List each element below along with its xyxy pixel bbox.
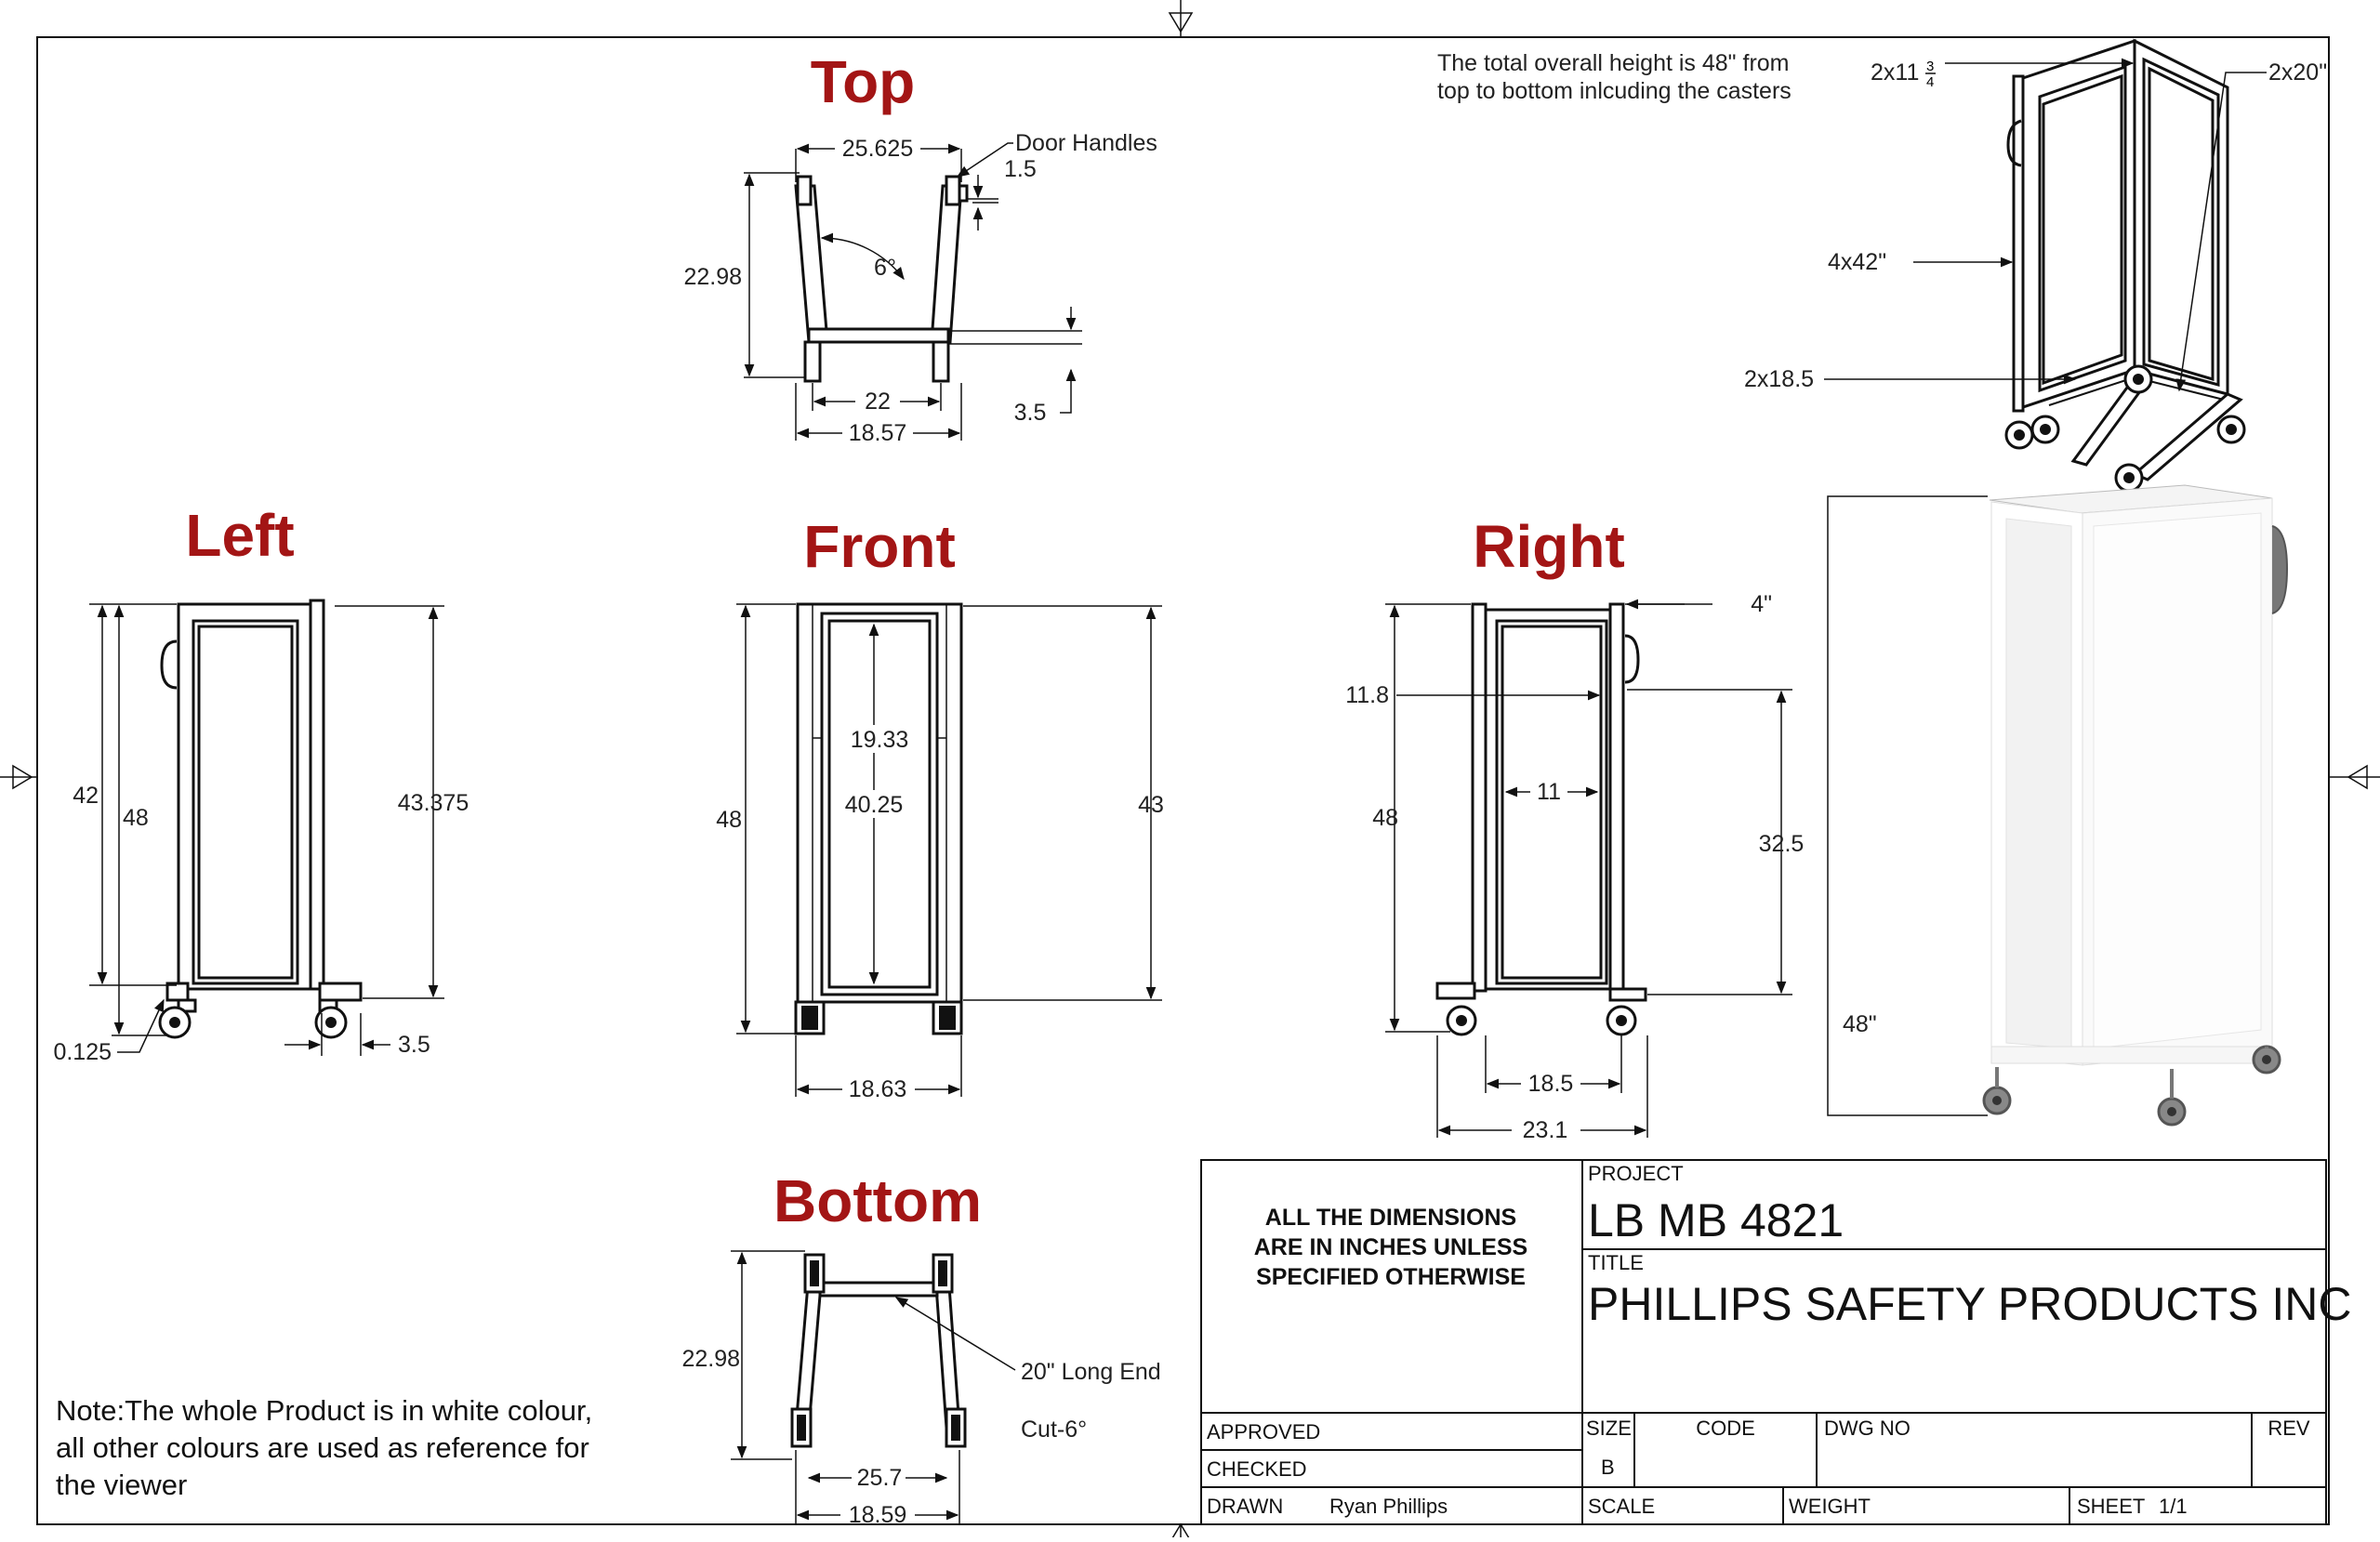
top-view bbox=[683, 130, 1157, 446]
drawn-label: DRAWN bbox=[1207, 1495, 1284, 1518]
rev-label: REV bbox=[2268, 1417, 2310, 1440]
note-height-line1: The total overall height is 48" from bbox=[1437, 50, 1790, 76]
dim-left-35: 3.5 bbox=[398, 1032, 430, 1058]
right-view bbox=[1345, 591, 1804, 1143]
project-value: LB MB 4821 bbox=[1588, 1194, 1844, 1246]
code-label: CODE bbox=[1696, 1417, 1755, 1440]
rendered-product-view bbox=[1828, 485, 2287, 1125]
size-label: SIZE bbox=[1586, 1417, 1632, 1440]
left-view bbox=[53, 600, 469, 1065]
front-view bbox=[716, 604, 1164, 1102]
callout-iso-2x18: 2x18.5 bbox=[1744, 366, 1815, 392]
general-note-line2: ARE IN INCHES UNLESS bbox=[1253, 1234, 1528, 1260]
view-title-right: Right bbox=[1473, 513, 1625, 580]
dim-right-185: 18.5 bbox=[1527, 1071, 1574, 1097]
dim-right-48: 48 bbox=[1372, 805, 1398, 831]
weight-label: WEIGHT bbox=[1789, 1495, 1871, 1518]
view-title-top: Top bbox=[810, 48, 916, 115]
dim-bottom-1859: 18.59 bbox=[848, 1502, 907, 1528]
scale-label: SCALE bbox=[1588, 1495, 1656, 1518]
view-title-bottom: Bottom bbox=[774, 1167, 982, 1234]
dim-bottom-257: 25.7 bbox=[856, 1465, 903, 1491]
drawn-value: Ryan Phillips bbox=[1329, 1495, 1448, 1518]
project-label: PROJECT bbox=[1588, 1162, 1684, 1185]
callout-iso-4x42: 4x42" bbox=[1828, 249, 1887, 275]
dim-front-1863: 18.63 bbox=[848, 1076, 907, 1102]
dim-front-4025: 40.25 bbox=[844, 792, 904, 818]
general-note-line1: ALL THE DIMENSIONS bbox=[1264, 1205, 1517, 1231]
dim-front-48: 48 bbox=[716, 807, 742, 833]
dim-left-42: 42 bbox=[73, 783, 99, 809]
dim-left-0125: 0.125 bbox=[53, 1039, 112, 1065]
dim-top-6deg: 6° bbox=[874, 255, 896, 281]
callout-cut: Cut-6° bbox=[1021, 1417, 1088, 1443]
front-casters bbox=[796, 1002, 961, 1034]
approved-label: APPROVED bbox=[1207, 1420, 1321, 1443]
callout-iso-2x11: 2x11 bbox=[1871, 59, 1920, 86]
sheet-value: 1/1 bbox=[2159, 1495, 2188, 1518]
note-color-line3: the viewer bbox=[56, 1469, 188, 1501]
dim-right-231: 23.1 bbox=[1522, 1117, 1568, 1143]
dim-top-22: 22 bbox=[865, 389, 891, 415]
dim-right-325: 32.5 bbox=[1758, 831, 1805, 857]
callout-iso-2x11-fraction-num: 3 bbox=[1926, 59, 1935, 74]
dim-right-118: 11.8 bbox=[1345, 682, 1389, 708]
view-title-front: Front bbox=[803, 513, 956, 580]
title-label: TITLE bbox=[1588, 1251, 1644, 1274]
dim-right-4: 4" bbox=[1751, 591, 1772, 617]
isometric-view bbox=[1437, 41, 2327, 491]
dim-top-2298: 22.98 bbox=[683, 264, 742, 290]
render-height-48: 48" bbox=[1843, 1011, 1877, 1037]
title-block bbox=[1201, 1160, 2351, 1524]
dim-top-1857: 18.57 bbox=[848, 420, 907, 446]
general-note-line3: SPECIFIED OTHERWISE bbox=[1256, 1264, 1526, 1290]
dim-top-35: 3.5 bbox=[1013, 400, 1047, 426]
callout-door-handles: Door Handles bbox=[1015, 130, 1157, 156]
dim-top-15: 1.5 bbox=[1004, 156, 1037, 182]
dim-right-11: 11 bbox=[1537, 779, 1561, 805]
title-value: PHILLIPS SAFETY PRODUCTS INC bbox=[1588, 1278, 2352, 1330]
note-color-line2: all other colours are used as reference for bbox=[56, 1431, 589, 1464]
note-color-line1: Note:The whole Product is in white colour, bbox=[56, 1394, 593, 1427]
dim-bottom-2298: 22.98 bbox=[681, 1346, 740, 1372]
dim-front-43: 43 bbox=[1138, 792, 1164, 818]
dwg-no-label: DWG NO bbox=[1824, 1417, 1911, 1440]
callout-iso-2x20: 2x20" bbox=[2268, 59, 2328, 86]
note-height-line2: top to bottom inlcuding the casters bbox=[1437, 78, 1792, 104]
callout-iso-2x11-fraction-den: 4 bbox=[1926, 74, 1935, 90]
callout-long-end: 20" Long End bbox=[1021, 1359, 1161, 1385]
dim-front-1933: 19.33 bbox=[850, 727, 909, 753]
checked-label: CHECKED bbox=[1207, 1457, 1307, 1481]
view-title-left: Left bbox=[185, 502, 295, 569]
dim-left-48: 48 bbox=[123, 805, 149, 831]
dim-top-25625: 25.625 bbox=[841, 136, 914, 162]
size-value: B bbox=[1601, 1456, 1615, 1479]
sheet-label: SHEET bbox=[2077, 1495, 2146, 1518]
bottom-view bbox=[681, 1251, 1160, 1528]
dim-left-43375: 43.375 bbox=[397, 790, 469, 816]
